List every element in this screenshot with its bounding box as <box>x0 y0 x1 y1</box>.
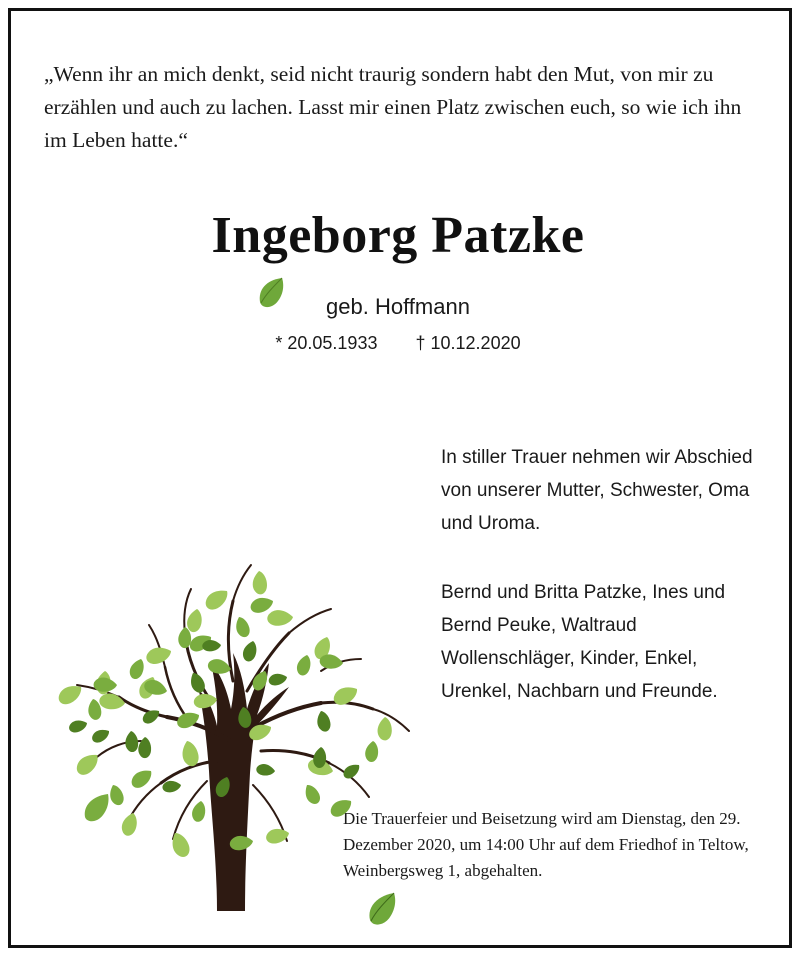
funeral-details-text: Die Trauerfeier und Beisetzung wird am Dienstag, den 29. Dezember 2020, um 14:00 Uhr auf dem Friedhof in Teltow, Weinbergsweg 1, abgehalten. <box>343 809 749 880</box>
family-names-text: Bernd und Britta Patzke, Ines und Bernd Peuke, Waltraud Wollenschläger, Kinder, Enkel, Urenkel, Nachbarn und Freunde. <box>441 582 726 702</box>
tree-trunk <box>199 653 289 911</box>
birth-date: * 20.05.1933 <box>275 333 378 353</box>
tree-svg <box>21 441 441 941</box>
mourning-text: In stiller Trauer nehmen wir Abschied von unserer Mutter, Schwester, Oma und Uroma. <box>441 447 753 534</box>
tree-illustration <box>21 441 441 941</box>
life-dates <box>11 333 761 354</box>
leaf-icon-decorative-3 <box>366 891 398 932</box>
leaf-icon-decorative-2 <box>81 791 111 823</box>
deceased-birth-name: geb. Hoffmann <box>326 294 470 319</box>
death-date: † 10.12.2020 <box>415 333 521 353</box>
notice-inner-area <box>11 11 789 945</box>
deceased-name: Ingeborg Patzke <box>211 207 585 264</box>
quote-text: „Wenn ihr an mich denkt, seid nicht traurig sondern habt den Mut, von mir zu erzählen und auch zu lachen. Lasst mir einen Platz zwischen euch, so wie ich ihn im Leben hatte.“ <box>44 62 742 152</box>
